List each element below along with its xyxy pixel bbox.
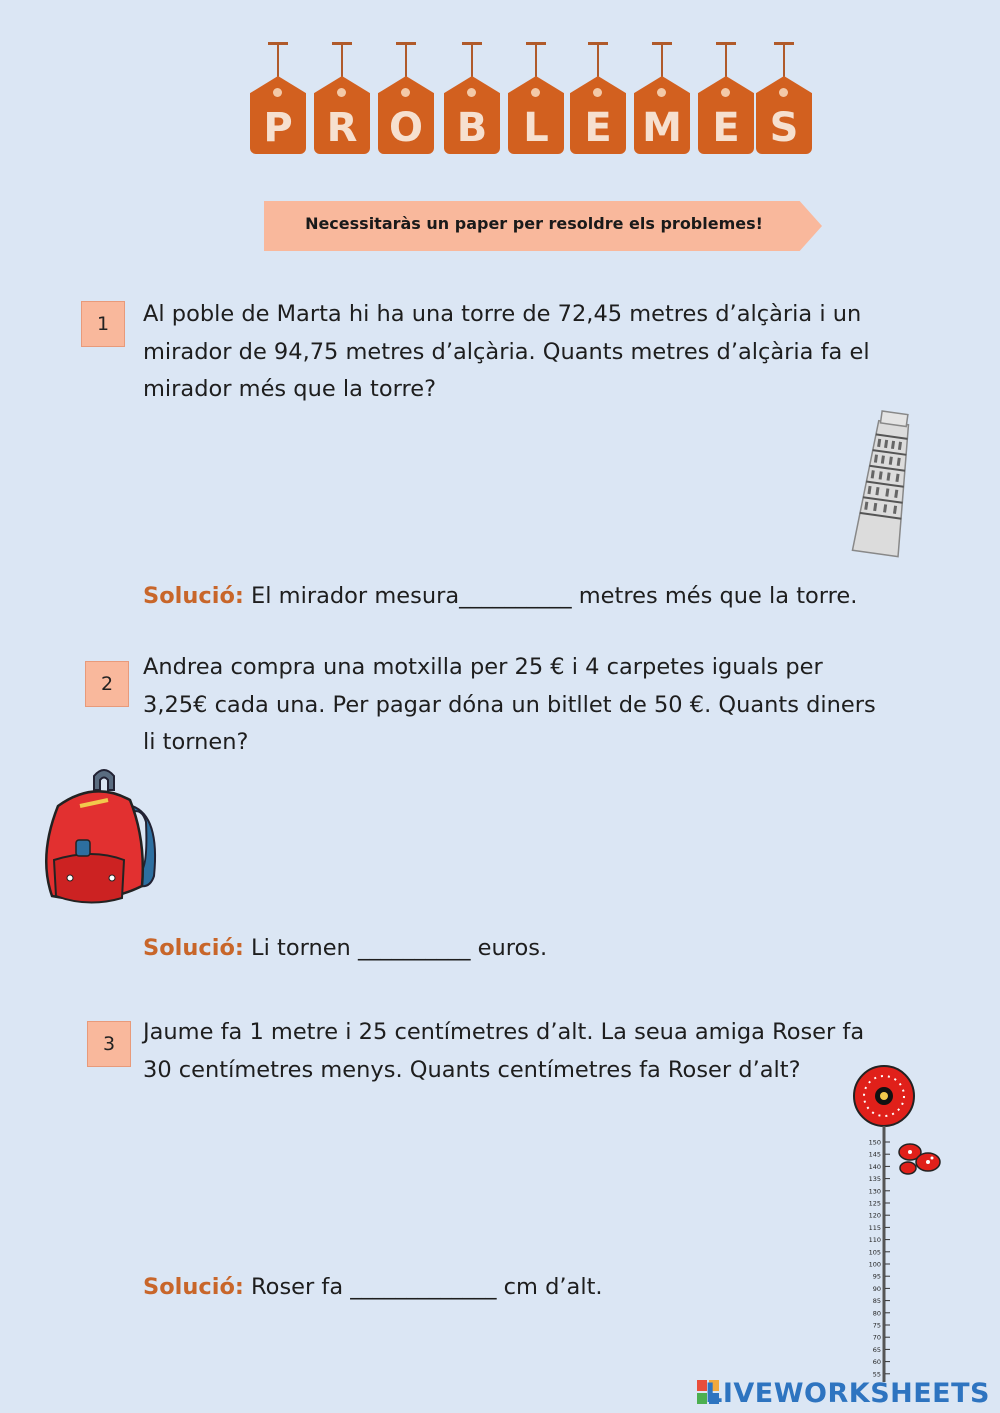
title-letter: P [263,105,293,151]
problem-2-line: Andrea compra una motxilla per 25 € i 4 carpetes iguals per [143,654,823,680]
height-tick-label: 95 [872,1272,881,1281]
height-tick-label: 145 [868,1150,881,1159]
height-tick-label: 75 [872,1321,881,1330]
title-letter: R [326,105,358,151]
backpack-icon [36,766,162,916]
problem-1-line: mirador més que la torre? [143,376,437,402]
height-tick-label: 70 [872,1333,881,1342]
problem-2-text [143,649,876,762]
solution-label: Solució: [143,583,244,609]
height-tick-label: 115 [868,1223,881,1232]
title-letter: M [642,105,682,151]
height-tick-label: 55 [872,1370,881,1379]
title-letter-tag [508,38,564,162]
height-tick-label: 85 [872,1297,881,1306]
problem-3-line: Jaume fa 1 metre i 25 centímetres d’alt. La seua amiga Roser fa [143,1019,865,1045]
height-tick-label: 100 [868,1260,881,1269]
solution-label: Solució: [143,935,244,961]
title-banner [250,38,810,168]
instruction-text: Necessitaràs un paper per resoldre els problemes! [305,214,763,233]
problem-3-line: 30 centímetres menys. Quants centímetres fa Roser d’alt? [143,1056,801,1083]
title-letter: O [388,105,423,151]
solution-3 [143,1272,603,1302]
height-tick-label: 105 [868,1248,881,1257]
title-letter-tag [570,38,626,162]
problem-number-1: 1 [81,301,125,347]
height-tick-label: 65 [872,1345,881,1354]
problem-number-3: 3 [87,1021,131,1067]
height-tick-label: 130 [868,1187,881,1196]
title-letter: S [769,105,799,151]
solution-2-text: Li tornen __________ euros. [243,935,548,961]
solution-2 [143,933,547,963]
height-tick-label: 135 [868,1175,881,1184]
solution-label: Solució: [143,1274,244,1300]
title-letter-tag [378,38,434,162]
problem-1-line: Al poble de Marta hi ha una torre de 72,45 metres d’alçària i un [143,301,862,327]
title-letter-tag [756,38,812,162]
title-letter: B [456,105,488,151]
solution-1 [143,581,857,611]
height-tick-label: 140 [868,1162,881,1171]
title-letter-tag [314,38,370,162]
problem-number-2: 2 [85,661,129,707]
title-letter-tag [250,38,306,162]
height-tick-label: 90 [872,1284,881,1293]
solution-3-text: Roser fa _____________ cm d’alt. [243,1274,603,1300]
title-letter: L [523,105,549,151]
liveworksheets-brand: LIVEWORKSHEETS [705,1378,990,1409]
problem-2-line: 3,25€ cada una. Per pagar dóna un bitllet de 50 €. Quants diners [143,691,876,718]
problem-1-line: mirador de 94,75 metres d’alçària. Quants metres d’alçària fa el [143,338,870,365]
solution-1-text: El mirador mesura__________ metres més que la torre. [243,583,858,609]
title-letter: E [712,105,740,151]
height-tick-label: 80 [872,1309,881,1318]
title-letter: E [584,105,612,151]
height-tick-label: 150 [868,1138,881,1147]
problem-2-line: li tornen? [143,729,249,755]
title-letter-tag [698,38,754,162]
height-tick-label: 60 [872,1358,881,1367]
height-tick-label: 110 [868,1236,881,1245]
height-tick-label: 120 [868,1211,881,1220]
title-letter-tag [444,38,500,162]
problem-1-text [143,296,870,409]
height-tick-label: 125 [868,1199,881,1208]
problem-3-text [143,1014,864,1089]
title-letter-tag [634,38,690,162]
leaning-tower-icon [842,404,926,560]
height-chart-flower-icon [850,1064,950,1382]
